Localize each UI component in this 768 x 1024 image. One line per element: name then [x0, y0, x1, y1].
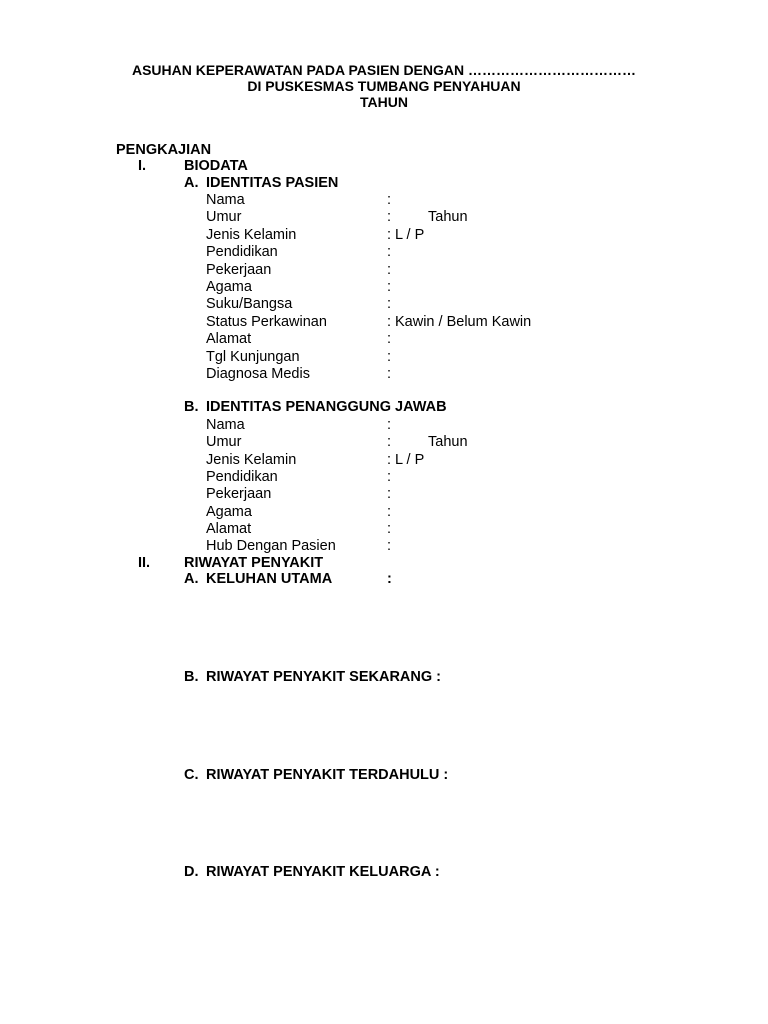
field-label: Pendidikan: [206, 468, 278, 485]
field-value: L / P: [395, 451, 425, 468]
field-colon: :: [387, 226, 392, 243]
field-label: Hub Dengan Pasien: [206, 538, 336, 555]
field-colon: :: [387, 279, 392, 295]
pengkajian-heading: PENGKAJIAN: [116, 142, 212, 158]
field-colon: :: [387, 451, 392, 468]
field-colon: :: [387, 538, 392, 555]
field-label: Alamat: [206, 331, 252, 348]
field-colon: :: [387, 313, 392, 330]
field-colon: :: [387, 296, 392, 313]
field-colon: :: [387, 192, 392, 208]
field-label: Alamat: [206, 520, 252, 537]
field-colon: :: [387, 261, 392, 278]
doc-title-line1: ASUHAN KEPERAWATAN PADA PASIEN DENGAN ………………………………: [131, 62, 637, 78]
section1-number: I.: [138, 158, 147, 174]
field-label: Agama: [206, 503, 252, 520]
field-colon: :: [387, 503, 392, 520]
section2d-title: RIWAYAT PENYAKIT KELUARGA :: [206, 864, 440, 880]
field-colon: :: [387, 434, 392, 451]
section2-number: II.: [138, 555, 151, 571]
section2c-title: RIWAYAT PENYAKIT TERDAHULU :: [206, 767, 449, 783]
section2c-letter: C.: [184, 767, 199, 783]
field-colon: :: [387, 244, 392, 261]
field-colon: :: [387, 486, 392, 503]
field-colon: :: [387, 366, 392, 382]
field-label: Suku/Bangsa: [206, 296, 293, 313]
field-label: Umur: [206, 434, 242, 451]
field-label: Status Perkawinan: [206, 313, 327, 330]
field-label: Pendidikan: [206, 244, 278, 261]
section2a-title: KELUHAN UTAMA: [206, 571, 333, 587]
section1a-letter: A.: [184, 175, 199, 191]
field-label: Pekerjaan: [206, 261, 272, 278]
section1b-letter: B.: [184, 399, 199, 415]
field-label: Jenis Kelamin: [206, 226, 297, 243]
field-label: Tgl Kunjungan: [206, 348, 300, 365]
section1b-title: IDENTITAS PENANGGUNG JAWAB: [206, 399, 447, 415]
section2a-colon: :: [387, 571, 392, 587]
field-value: Tahun: [428, 434, 468, 451]
field-value: L / P: [395, 226, 425, 243]
field-label: Nama: [206, 417, 245, 433]
doc-title-line2: DI PUSKESMAS TUMBANG PENYAHUAN: [247, 78, 521, 94]
field-label: Pekerjaan: [206, 486, 272, 503]
section1a-title: IDENTITAS PASIEN: [206, 175, 339, 191]
field-colon: :: [387, 348, 392, 365]
field-label: Diagnosa Medis: [206, 366, 310, 382]
field-colon: :: [387, 520, 392, 537]
field-label: Umur: [206, 209, 242, 226]
section2b-title: RIWAYAT PENYAKIT SEKARANG :: [206, 669, 441, 685]
section2b-letter: B.: [184, 669, 199, 685]
field-label: Nama: [206, 192, 245, 208]
field-colon: :: [387, 468, 392, 485]
field-value: Tahun: [428, 209, 468, 226]
field-colon: :: [387, 331, 392, 348]
field-label: Jenis Kelamin: [206, 451, 297, 468]
field-colon: :: [387, 209, 392, 226]
section1-title: BIODATA: [184, 158, 248, 174]
section2d-letter: D.: [184, 864, 199, 880]
field-colon: :: [387, 417, 392, 433]
field-value: Kawin / Belum Kawin: [395, 313, 532, 330]
section2-title: RIWAYAT PENYAKIT: [184, 555, 324, 571]
doc-title-line3: TAHUN: [360, 94, 408, 110]
section2a-letter: A.: [184, 571, 199, 587]
field-label: Agama: [206, 279, 252, 295]
